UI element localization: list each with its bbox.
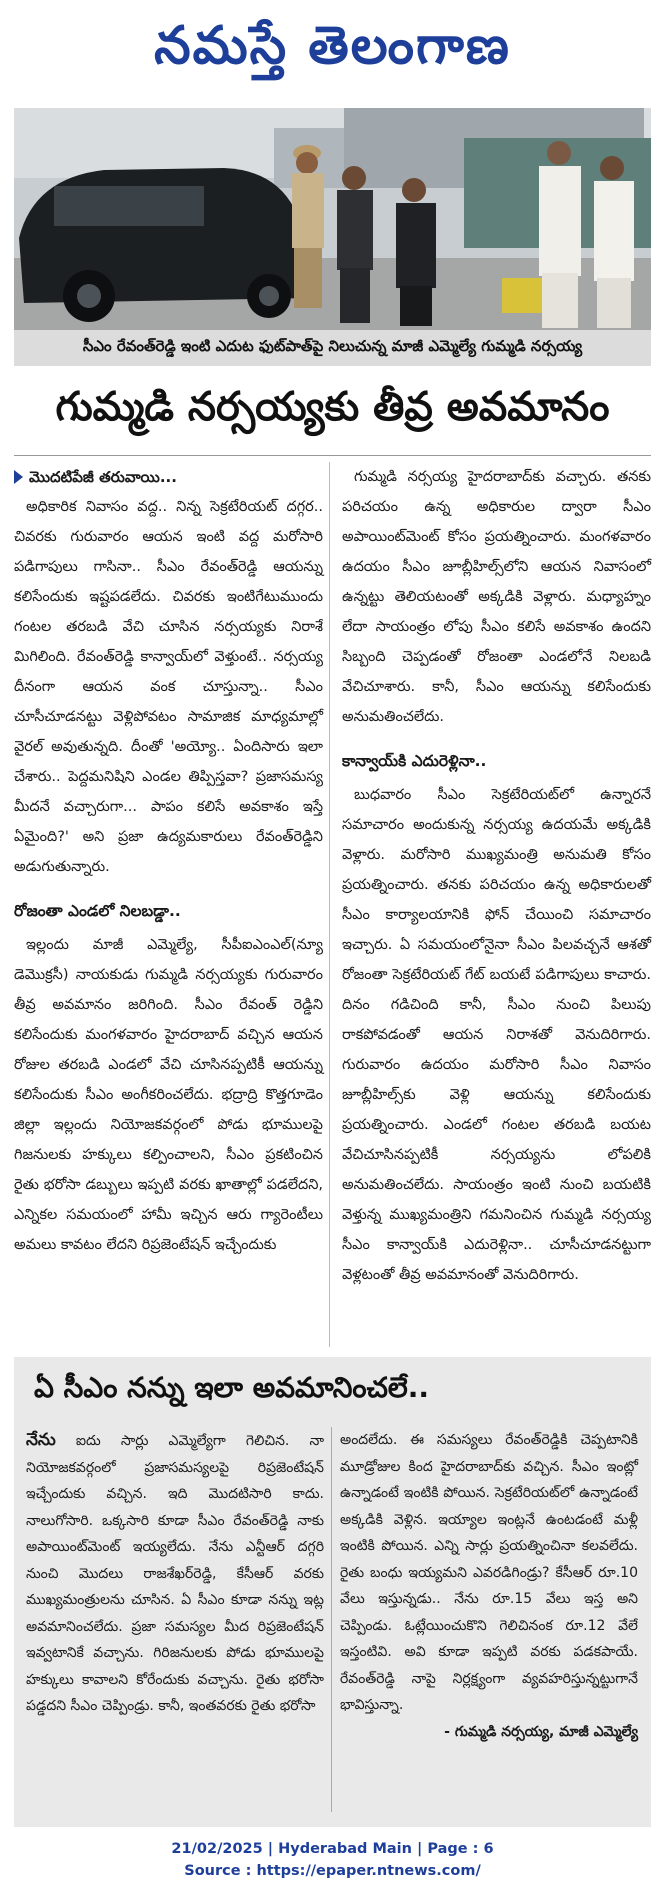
news-photo	[14, 108, 651, 330]
quote-box-title: ఏ సీఎం నన్ను ఇలా అవమానించలే..	[34, 1371, 430, 1404]
photo-illustration	[14, 108, 651, 330]
edition-info: 21/02/2025 | Hyderabad Main | Page : 6	[171, 1841, 494, 1857]
quote-signature: - గుమ్మడి నర్సయ్య, మాజీ ఎమ్మెల్యే	[444, 1723, 638, 1740]
page-footer	[0, 1838, 665, 1882]
headline-divider	[14, 455, 651, 456]
masthead	[0, 0, 665, 105]
subheading: కాన్వాయ్‌కి ఎదురెళ్లినా..	[342, 752, 487, 770]
source-link[interactable]: Source : https://epaper.ntnews.com/	[184, 1863, 481, 1879]
quote-column-divider	[331, 1427, 332, 1812]
article-right-column	[342, 462, 651, 1290]
article-headline: గుమ్మడి నర్సయ్యకు తీవ్ర అవమానం	[55, 384, 610, 430]
article-paragraph: అధికారిక నివాసం వద్ద.. నిన్న సెక్రటేరియట్ దగ్గర.. చివరకు గురువారం ఆయన ఇంటి వద్ద మరోసారి పడిగాపులు గాసినా.. సీఎం రేవంత్‌రెడ్డి ఆయన్ను కలిసేందుకు ఇష్టపడలేదు. చివరకు ఇంటిగేటుముందు గంటల తరబడి వేచి చూసిన నర్సయ్యకు నిరాశే మిగిలింది. రేవంత్‌రెడ్డి కాన్వాయ్‌లో వెళ్తుంటే.. నర్సయ్య దీనంగా ఆయన వంక చూస్తున్నా.. సీఎం చూసీచూడనట్టు వెళ్లిపోవటం సామాజిక మాధ్యమాల్లో వైరల్ అవుతున్నది. దీంతో 'అయ్యో.. ఏందిసారు ఇలా చేశారు.. పెద్దమనిషిని ఎండల తిప్పిస్తవా? ప్రజాసమస్య మీదనే వచ్చారుగా... పాపం కలిసే అవకాశం ఇస్తే ఏమైంది?' అని ప్రజా ఉద్యమకారులు రేవంత్‌రెడ్డిని అడుగుతున్నారు.	[14, 499, 323, 875]
article-left-column	[14, 462, 323, 1260]
continuation-marker	[14, 462, 323, 492]
subheading: రోజంతా ఎండలో నిలబడ్డా..	[14, 902, 181, 920]
quote-text: ఐదు సార్లు ఎమ్మెల్యేగా గెలిచిన. నా నియోజకవర్గంలో ప్రజాసమస్యలపై రిప్రజెంటేషన్ ఇచ్చేందుకు వచ్చిన. ఇది మొదటిసారి కాదు. నాలుగోసారి. ఒక్కసారి కూడా సీఎం రేవంత్‌రెడ్డి నాకు అపాయింట్‌మెంట్ ఇయ్యలేదు. నేను ఎన్టీఆర్ దగ్గరి నుంచి మొదలు రాజశేఖర్‌రెడ్డి, కేసీఆర్ వరకు ముఖ్యమంత్రులను చూసిన. ఏ సీఎం కూడా నన్ను ఇట్ల అవమానించలేదు. ప్రజా సమస్యల మీద రిప్రజెంటేషన్ ఇవ్వటానికే వచ్చాను. గిరిజనులకు పోడు భూములపై హక్కులు కావాలని కోరేందుకు వచ్చాను. రైతు భరోసా పడ్డదని సీఎం చెప్పిండ్రు. కానీ, ఇంతవరకు రైతు భరోసా	[26, 1433, 324, 1714]
quote-text: అందలేదు. ఈ సమస్యలు రేవంత్‌రెడ్డికి చెప్పటానికి మూడ్రోజుల కింద హైదరాబాద్‌కు వచ్చిన. సీఎం ఇంట్లో ఉన్నాడంటే ఇంటికి పోయిన. సెక్రటేరియట్‌లో ఉన్నాడంటే అక్కడికి వెళ్లిన. ఇయ్యాల ఇంట్లనే ఉంటడంటే మళ్లీ ఇంటికి పోయిన. ఎన్ని సార్లు ప్రయత్నించినా కలవలేదు. రైతు బంధు ఇయ్యమని ఎవరడిగిండ్రు? కేసీఆర్ రూ.10 వేలు ఇస్తున్నడు.. నేను రూ.15 వేలు ఇస్త అని చెప్పిండు. ఓట్లేయించుకొని గెలిచినంక రూ.12 వేలే ఇస్తంటివి. అవి కూడా ఇప్పటి వరకు పడకపాయే. రేవంత్‌రెడ్డి నాపై నిర్లక్ష్యంగా వ్యవహరిస్తున్నట్టుగానే భావిస్తున్నా.	[340, 1432, 638, 1713]
column-divider	[329, 462, 330, 1347]
article-paragraph: ఇల్లందు మాజీ ఎమ్మెల్యే, సీపీఐఎంఎల్(న్యూ డెమొక్రసీ) నాయకుడు గుమ్మడి నర్సయ్యకు గురువారం తీవ్ర అవమానం జరిగింది. సీఎం రేవంత్ రెడ్డిని కలిసేందుకు మంగళవారం హైదరాబాద్ వచ్చిన ఆయన రోజుల తరబడి ఎండలో వేచి చూసినప్పటికీ ఆయన్ను కలిసేందుకు సీఎం అంగీకరించలేదు. భద్రాద్రి కొత్తగూడెం జిల్లా ఇల్లందు నియోజకవర్గంలో పోడు భూములపై గిజనులకు హక్కులు కల్పించాలని, సీఎం ప్రకటించిన రైతు భరోసా డబ్బులు ఇప్పటి వరకు ఖాతాల్లో పడలేదని, ఎన్నికల సమయంలో హామీ ఇచ్చిన ఆరు గ్యారెంటీలు అమలు కావటం లేదని రిప్రజెంటేషన్ ఇచ్చేందుకు	[14, 937, 323, 1253]
quote-box	[14, 1357, 651, 1827]
article-paragraph: గుమ్మడి నర్సయ్య హైదరాబాద్‌కు వచ్చారు. తనకు పరిచయం ఉన్న అధికారుల ద్వారా సీఎం అపాయింట్‌మెంట్ కోసం ప్రయత్నించారు. మంగళవారం ఉదయం సీఎం జూబ్లీహిల్స్‌లోని ఆయన నివాసంలో ఉన్నట్టు తెలియటంతో అక్కడికి వెళ్లారు. మధ్యాహ్నం లేదా సాయంత్రం లోపు సీఎం కలిసే అవకాశం ఉందని సిబ్బంది చెప్పడంతో రోజంతా ఎండలోనే నిలబడి వేచిచూశారు. కానీ, సీఎం ఆయన్ను కలిసేందుకు అనుమతించలేదు.	[342, 469, 651, 725]
triangle-bullet-icon	[14, 470, 23, 484]
quote-left-column	[26, 1427, 324, 1720]
photo-caption: సీఎం రేవంత్‌రెడ్డి ఇంటి ఎదుట ఫుట్‌పాత్‌పై నిలుచున్న మాజీ ఎమ్మెల్యే గుమ్మడి నర్సయ్య	[14, 330, 651, 366]
article-paragraph: బుధవారం సీఎం సెక్రటేరియట్‌లో ఉన్నారనే సమాచారం అందుకున్న నర్సయ్య ఉదయమే అక్కడికి వెళ్లారు. మరోసారి ముఖ్యమంత్రి అనుమతి కోసం ప్రయత్నించారు. తనకు పరిచయం ఉన్న అధికారులతో సీఎం కార్యాలయానికి ఫోన్ చేయించి సమాచారం ఇచ్చారు. ఏ సమయంలోనైనా సీఎం పిలవచ్చనే ఆశతో రోజంతా సెక్రటేరియట్ గేట్ బయటే పడిగాపులు కాచారు. దినం గడిచింది కానీ, సీఎం నుంచి పిలుపు రాకపోవడంతో ఆయన నిరాశతో వెనుదిరిగారు. గురువారం ఉదయం మరోసారి సీఎం నివాసం జూబ్లీహిల్స్‌కు వెళ్లి ఆయన్ను కలిసేందుకు ప్రయత్నించారు. ఎండలో గంటల తరబడి బయట వేచిచూసినప్పటికీ నర్సయ్యను లోపలికి అనుమతించలేదు. సాయంత్రం ఇంటి నుంచి బయటికి వెళ్తున్న ముఖ్యమంత్రిని గమనించిన గుమ్మడి నర్సయ్య సీఎం కాన్వాయ్‌కి ఎదురెళ్లినా.. చూసీచూడనట్టుగా వెళ్లటంతో తీవ్ర అవమానంతో వెనుదిరిగారు.	[342, 787, 651, 1283]
quote-lead-word: నేను	[26, 1430, 56, 1450]
newspaper-logo: నమస్తే తెలంగాణ	[154, 16, 511, 76]
quote-right-column	[340, 1427, 638, 1745]
continued-from-label: మొదటిపేజీ తరువాయి...	[29, 468, 177, 486]
